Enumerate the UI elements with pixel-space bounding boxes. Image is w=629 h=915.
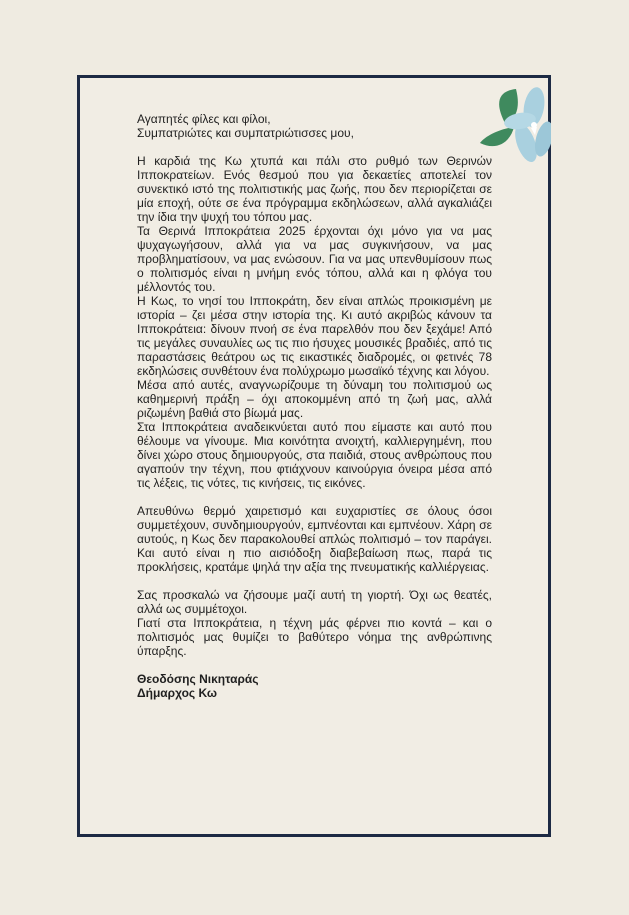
paragraph: Γιατί στα Ιπποκράτεια, η τέχνη μάς φέρνει πιο κοντά – και ο πολιτισμός μας θυμίζει το βαθύτερο νόημα της ανθρώπινης ύπαρξης.: [137, 616, 492, 658]
paragraph: Η Κως, το νησί του Ιπποκράτη, δεν είναι απλώς προικισμένη με ιστορία – ζει μέσα στην ιστορία της. Κι αυτό ακριβώς κάνουν τα Ιπποκράτεια: δίνουν πνοή σε ένα παρελθόν που δεν ξεχάμε! Από τις μεγάλες συναυλίες ως τις πιο ήσυχες μουσικές βραδιές, από τις παραστάσεις θεάτρου ως τις εικαστικές διαδρομές, οι φετινές 78 εκδηλώσεις συνθέτουν ένα πολύχρωμο μωσαϊκό τέχνης και λόγου.: [137, 294, 492, 378]
signature-name: Θεοδόσης Νικηταράς: [137, 672, 259, 686]
greeting-line: Αγαπητές φίλες και φίλοι,: [137, 112, 271, 126]
paragraph: Στα Ιπποκράτεια αναδεικνύεται αυτό που είμαστε και αυτό που θέλουμε να γίνουμε. Μια κοινότητα ανοιχτή, καλλιεργημένη, που δίνει χώρο στους δημιουργούς, στα παιδιά, στους ανθρώπους που αγαπούν την τέχνη, που φτιάχνουν καινούργια όνειρα μέσα από τις λέξεις, τις νότες, τις κινήσεις, τις εικόνες.: [137, 420, 492, 490]
paragraph: Τα Θερινά Ιπποκράτεια 2025 έρχονται όχι μόνο για να μας ψυχαγωγήσουν, αλλά για να μας συγκινήσουν, να μας προβληματίσουν, να μας ενώσουν. Για να μας υπενθυμίσουν πως ο πολιτισμός είναι η μνήμη ενός τόπου, αλλά και η φλόγα του μέλλοντός του.: [137, 224, 492, 294]
letter-frame: [77, 75, 551, 837]
greeting-line: Συμπατριώτες και συμπατριώτισσες μου,: [137, 126, 354, 140]
paragraph: Η καρδιά της Κω χτυπά και πάλι στο ρυθμό των Θερινών Ιπποκρατείων. Ενός θεσμού που για δεκαετίες αποτελεί τον συνεκτικό ιστό της πολιτιστικής μας ζωής, που δεν περιορίζεται σε μία εποχή, ούτε σε ένα πρόγραμμα εκδηλώσεων, αλλά αγκαλιάζει την ίδια την ψυχή του τόπου μας.: [137, 154, 492, 224]
signature-title: Δήμαρχος Κω: [137, 686, 218, 700]
paragraph: Σας προσκαλώ να ζήσουμε μαζί αυτή τη γιορτή. Όχι ως θεατές, αλλά ως συμμέτοχοι.: [137, 588, 492, 616]
letter-body: [137, 112, 492, 700]
paragraph: Μέσα από αυτές, αναγνωρίζουμε τη δύναμη του πολιτισμού ως καθημερινή πράξη – όχι αποκομμένη από τη ζωή μας, αλλά ριζωμένη βαθιά στο βίωμά μας.: [137, 378, 492, 420]
paragraph: Απευθύνω θερμό χαιρετισμό και ευχαριστίες σε όλους όσοι συμμετέχουν, συνδημιουργούν, εμπνέονται και εμπνέουν. Χάρη σε αυτούς, η Κως δεν παρακολουθεί απλώς πολιτισμό – τον παράγει. Και αυτό είναι η πιο αισιόδοξη διαβεβαίωση πως, παρά τις προκλήσεις, κρατάμε ψηλά την αξία της πνευματικής καλλιέργειας.: [137, 504, 492, 574]
